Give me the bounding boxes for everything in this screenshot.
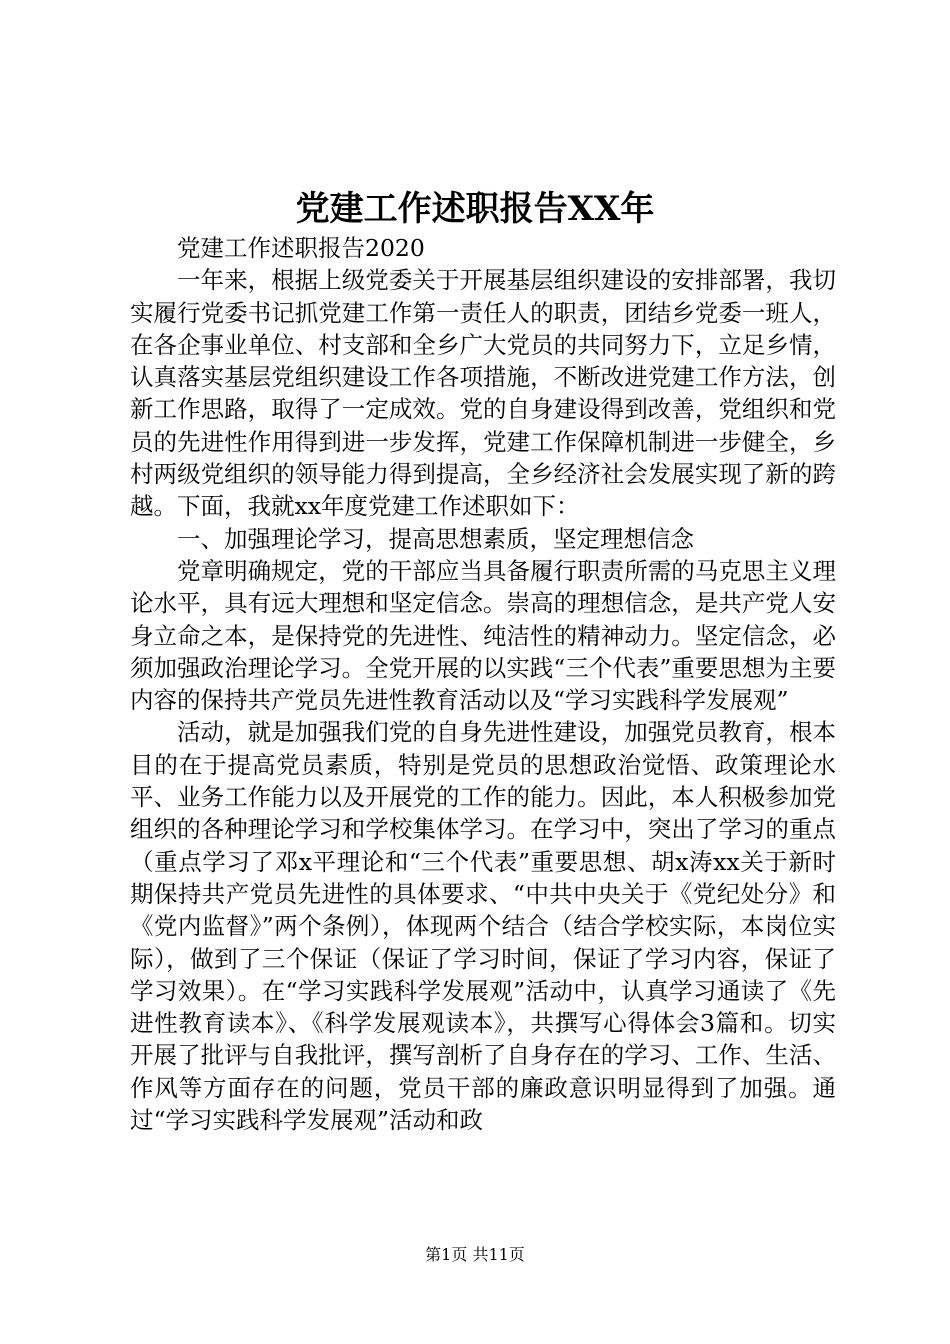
document-title: 党建工作述职报告XX年 (295, 189, 655, 229)
paragraph-body: 党章明确规定，党的干部应当具备履行职责所需的马克思主义理论水平，具有远大理想和坚定信念。崇高的理想信念，是共产党人安身立命之本，是保持党的先进性、纯洁性的精神动力。坚定信念，必须加强政治理论学习。全党开展的以实践“三个代表”重要思想为主要内容的保持共产党员先进性教育活动以及“学习实践科学发展观” (130, 556, 836, 715)
page-footer: 第1页 共11页 (425, 1245, 525, 1264)
section-heading: 一、加强理论学习，提高思想素质，坚定理想信念 (177, 524, 694, 553)
paragraph-intro: 一年来，根据上级党委关于开展基层组织建设的安排部署，我切实履行党委书记抓党建工作第一责任人的职责，团结乡党委一班人，在各企事业单位、村支部和全乡广大党员的共同努力下，立足乡情，认真落实基层党组织建设工作各项措施，不断改进党建工作方法，创新工作思路，取得了一定成效。党的自身建设得到改善，党组织和党员的先进性作用得到进一步发挥，党建工作保障机制进一步健全，乡村两级党组织的领导能力得到提高，全乡经济社会发展实现了新的跨越。下面，我就xx年度党建工作述职如下： (130, 266, 836, 521)
paragraph-body: 活动，就是加强我们党的自身先进性建设，加强党员教育，根本目的在于提高党员素质，特别是党员的思想政治觉悟、政策理论水平、业务工作能力以及开展党的工作的能力。因此，本人积极参加党组织的各种理论学习和学校集体学习。在学习中，突出了学习的重点（重点学习了邓x平理论和“三个代表”重要思想、胡x涛xx关于新时期保持共产党员先进性的具体要求、“中共中央关于《党纪处分》和《党内监督》”两个条例），体现两个结合（结合学校实际，本岗位实际），做到了三个保证（保证了学习时间，保证了学习内容，保证了学习效果）。在“学习实践科学发展观”活动中，认真学习通读了《先进性教育读本》、《科学发展观读本》，共撰写心得体会3篇和。切实开展了批评与自我批评，撰写剖析了自身存在的学习、工作、生活、作风等方面存在的问题，党员干部的廉政意识明显得到了加强。通过“学习实践科学发展观”活动和政 (130, 718, 836, 1135)
document-body (130, 232, 836, 1136)
paragraph-subtitle: 党建工作述职报告2020 (177, 234, 425, 262)
